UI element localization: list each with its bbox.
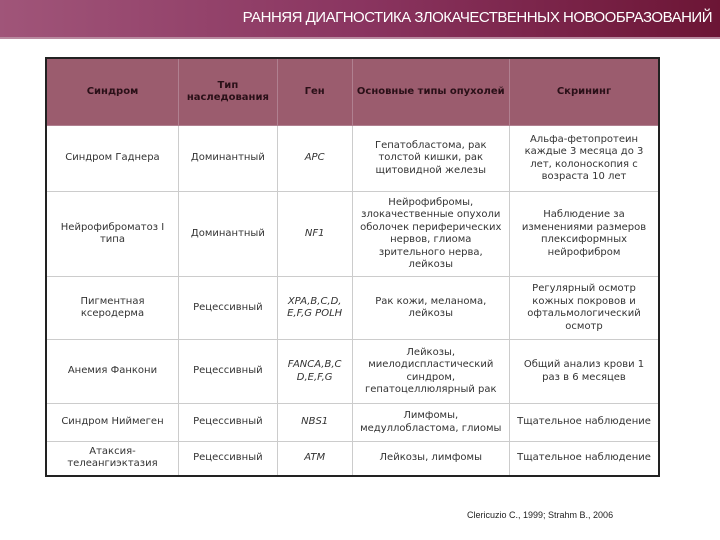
table-cell: Синдром Гаднера: [46, 126, 178, 192]
table-row: [46, 340, 659, 404]
column-header: Ген: [277, 58, 352, 126]
table-cell: NBS1: [277, 404, 352, 442]
column-header: Синдром: [46, 58, 178, 126]
table-cell: Доминантный: [178, 192, 277, 277]
column-header: Основные типы опухолей: [352, 58, 510, 126]
table-cell: Лимфомы, медуллобластома, глиомы: [352, 404, 510, 442]
table-cell: Альфа-фетопротеин каждые 3 месяца до 3 лет, колоноскопия с возраста 10 лет: [510, 126, 659, 192]
table-row: [46, 404, 659, 442]
table-row: [46, 192, 659, 277]
table-cell: Тщательное наблюдение: [510, 442, 659, 476]
table-cell: Гепатобластома, рак толстой кишки, рак щитовидной железы: [352, 126, 510, 192]
table-row: [46, 442, 659, 476]
syndromes-table: [45, 57, 660, 477]
table-cell: Пигментная ксеродерма: [46, 277, 178, 340]
citation: Clericuzio C., 1999; Strahm B., 2006: [467, 510, 614, 520]
table-cell: ATM: [277, 442, 352, 476]
table-cell: Лейкозы, лимфомы: [352, 442, 510, 476]
table-cell: Рецессивный: [178, 404, 277, 442]
table-cell: Общий анализ крови 1 раз в 6 месяцев: [510, 340, 659, 404]
table-row: [46, 277, 659, 340]
table-cell: Нейрофибромы, злокачественные опухоли оболочек периферических нервов, глиома зрительного нерва, лейкозы: [352, 192, 510, 277]
table-cell: Анемия Фанкони: [46, 340, 178, 404]
table-cell: FANCA,B,C D,E,F,G: [277, 340, 352, 404]
table-cell: NF1: [277, 192, 352, 277]
table-row: [46, 126, 659, 192]
table-cell: Наблюдение за изменениями размеров плексиформных нейрофибром: [510, 192, 659, 277]
table-cell: Нейрофиброматоз I типа: [46, 192, 178, 277]
table-cell: Атаксия-телеангиэктазия: [46, 442, 178, 476]
table-cell: Регулярный осмотр кожных покровов и офтальмологический осмотр: [510, 277, 659, 340]
table-cell: Синдром Ниймеген: [46, 404, 178, 442]
table-cell: APC: [277, 126, 352, 192]
slide-title: РАННЯЯ ДИАГНОСТИКА ЗЛОКАЧЕСТВЕННЫХ НОВООБРАЗОВАНИЙ: [242, 9, 712, 26]
table-cell: Рецессивный: [178, 340, 277, 404]
table-cell: Рак кожи, меланома, лейкозы: [352, 277, 510, 340]
table-cell: XPA,B,C,D, E,F,G POLH: [277, 277, 352, 340]
table-header-row: [46, 58, 659, 126]
table-cell: Рецессивный: [178, 442, 277, 476]
column-header: Тип наследования: [178, 58, 277, 126]
table-cell: Лейкозы, миелодиспластический синдром, гепатоцеллюлярный рак: [352, 340, 510, 404]
table-cell: Доминантный: [178, 126, 277, 192]
table-cell: Рецессивный: [178, 277, 277, 340]
column-header: Скрининг: [510, 58, 659, 126]
title-bar: [0, 0, 720, 39]
table-cell: Тщательное наблюдение: [510, 404, 659, 442]
